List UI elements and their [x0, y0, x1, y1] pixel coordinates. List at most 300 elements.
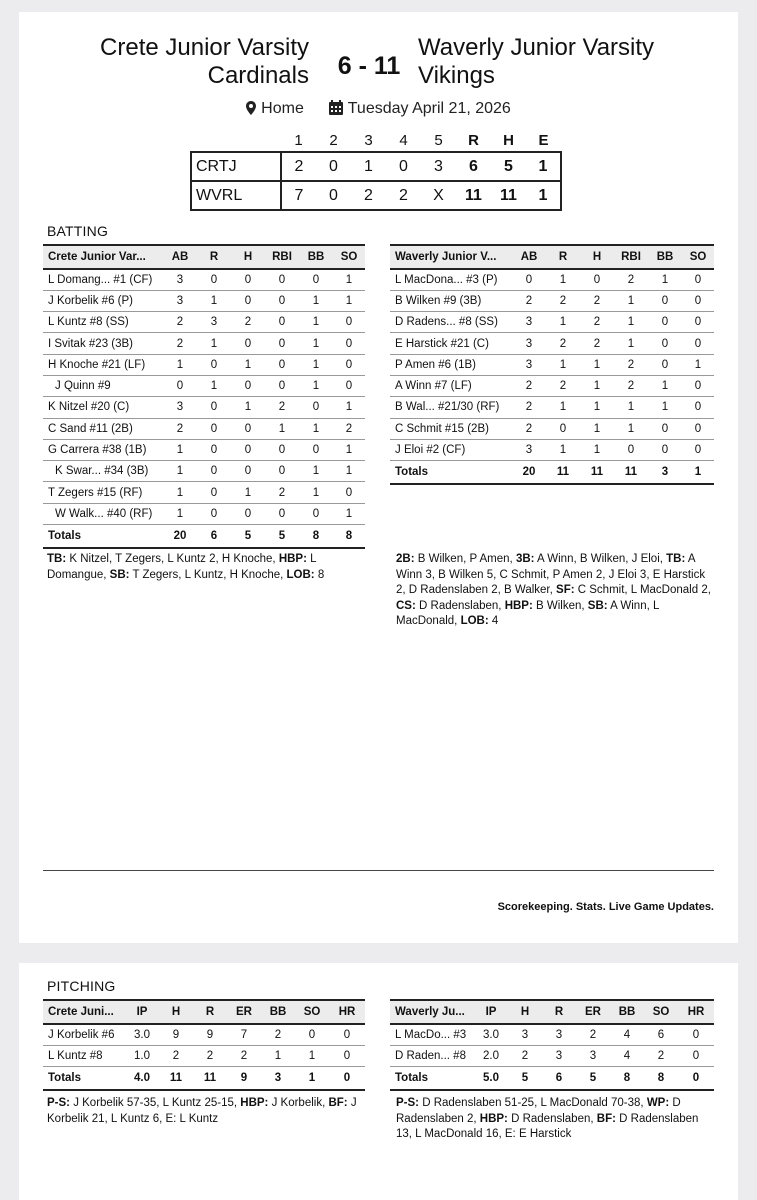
stat-cell: 0	[682, 375, 714, 396]
player-name: J Korbelik #6 (P)	[43, 290, 163, 311]
stat-cell: 2	[512, 397, 546, 418]
inning-cell: 1	[351, 152, 386, 181]
totals-row	[390, 1067, 714, 1090]
stat-cell: 0	[197, 397, 231, 418]
linescore-team: WVRL	[191, 181, 281, 210]
stat-cell: 2	[512, 290, 546, 311]
stat-column-header: BB	[261, 1000, 295, 1024]
runs-header: R	[468, 132, 479, 149]
stat-cell: 1	[299, 333, 333, 354]
stat-cell: 0	[648, 439, 682, 460]
player-name: P Amen #6 (1B)	[390, 354, 512, 375]
stat-cell: 0	[265, 312, 299, 333]
runs-cell: 6	[456, 152, 491, 181]
batter-row	[43, 375, 365, 396]
stat-cell: 0	[648, 333, 682, 354]
batter-row	[43, 461, 365, 482]
stat-cell: 3	[163, 290, 197, 311]
stat-cell: 0	[682, 397, 714, 418]
stat-cell: 0	[197, 439, 231, 460]
total-cell: 0	[329, 1067, 365, 1090]
team-column-header: Crete Junior Var...	[43, 245, 163, 269]
player-name: A Winn #7 (LF)	[390, 375, 512, 396]
stat-cell: 1	[231, 397, 265, 418]
stat-cell: 1	[682, 354, 714, 375]
totals-label: Totals	[390, 461, 512, 484]
pitching-card	[19, 963, 738, 1200]
total-cell: 8	[610, 1067, 644, 1090]
stat-cell: 0	[333, 375, 365, 396]
stat-cell: 2	[265, 482, 299, 503]
batter-row	[390, 397, 714, 418]
stat-cell: 0	[678, 1024, 714, 1045]
stat-cell: 0	[333, 312, 365, 333]
batting-title: BATTING	[47, 223, 109, 239]
stat-cell: 0	[295, 1024, 329, 1045]
errors-cell: 1	[526, 181, 561, 210]
batter-row	[43, 418, 365, 439]
player-name: L Kuntz #8 (SS)	[43, 312, 163, 333]
batting-notes-away-text: 2B: B Wilken, P Amen, 3B: A Winn, B Wilken, J Eloi, TB: A Winn 3, B Wilken 5, C Schmit, P Amen 2, J Eloi 3, E Harstick 2, D Radenslaben 2, B Walker, SF: C Schmit, L MacDonald 2, CS: D Radenslaben, HBP: B Wilken, SB: A Winn, L MacDonald, LOB: 4	[396, 553, 711, 627]
stat-cell: 9	[159, 1024, 193, 1045]
total-cell: 20	[163, 525, 197, 548]
totals-row	[43, 1067, 365, 1090]
stat-cell: 1	[580, 354, 614, 375]
stat-cell: 0	[648, 312, 682, 333]
stat-cell: 1	[333, 439, 365, 460]
pitching-table-home	[43, 999, 365, 1091]
pitcher-row	[43, 1024, 365, 1045]
stat-cell: 3	[576, 1045, 610, 1066]
total-cell: 0	[678, 1067, 714, 1090]
stat-cell: 1	[163, 503, 197, 524]
stat-cell: 1	[299, 482, 333, 503]
batter-row	[390, 333, 714, 354]
stat-cell: 2	[644, 1045, 678, 1066]
stat-cell: 0	[546, 418, 580, 439]
stat-cell: 1	[265, 418, 299, 439]
batter-row	[43, 333, 365, 354]
batter-row	[390, 269, 714, 290]
total-cell: 1	[295, 1067, 329, 1090]
away-team-text: Waverly Junior Varsity Vikings	[418, 34, 655, 89]
date-text: Tuesday April 21, 2026	[347, 100, 511, 117]
stat-column-header: BB	[299, 245, 333, 269]
stat-column-header: SO	[333, 245, 365, 269]
player-name: E Harstick #21 (C)	[390, 333, 512, 354]
stat-cell: 1	[299, 461, 333, 482]
divider	[43, 870, 714, 871]
batter-row	[390, 418, 714, 439]
stat-cell: 3	[508, 1024, 542, 1045]
pitching-notes-away	[396, 1096, 714, 1143]
stat-cell: 0	[197, 418, 231, 439]
stat-cell: 3	[163, 397, 197, 418]
player-name: B Wilken #9 (3B)	[390, 290, 512, 311]
stat-cell: 0	[231, 269, 265, 290]
batter-row	[390, 375, 714, 396]
stat-cell: 2	[546, 375, 580, 396]
stat-cell: 2	[512, 418, 546, 439]
stat-cell: 1	[614, 397, 648, 418]
calendar-icon	[329, 100, 343, 115]
inning-cell: 7	[281, 181, 316, 210]
hits-header: H	[503, 132, 514, 149]
player-name: K Nitzel #20 (C)	[43, 397, 163, 418]
stat-cell: 0	[265, 354, 299, 375]
totals-label: Totals	[43, 525, 163, 548]
stat-column-header: R	[542, 1000, 576, 1024]
stat-cell: 1	[546, 269, 580, 290]
stat-column-header: IP	[125, 1000, 159, 1024]
stat-column-header: HR	[329, 1000, 365, 1024]
stat-cell: 0	[333, 333, 365, 354]
stat-column-header: H	[580, 245, 614, 269]
linescore-row-home	[191, 152, 561, 181]
stat-cell: 2	[580, 333, 614, 354]
linescore-corner	[191, 130, 281, 152]
player-name: L MacDo... #3	[390, 1024, 474, 1045]
stat-cell: 0	[197, 482, 231, 503]
batting-notes-home-text: TB: K Nitzel, T Zegers, L Kuntz 2, H Knoche, HBP: L Domangue, SB: T Zegers, L Kuntz, H Knoche, LOB: 8	[47, 553, 325, 581]
total-cell: 5	[265, 525, 299, 548]
stat-cell: 2	[333, 418, 365, 439]
stat-cell: 0	[231, 461, 265, 482]
inning-2-header: 2	[329, 132, 338, 149]
stat-cell: 0	[299, 503, 333, 524]
stat-cell: 0	[231, 375, 265, 396]
stat-cell: 2	[508, 1045, 542, 1066]
total-cell: 3	[261, 1067, 295, 1090]
stat-cell: 0	[682, 333, 714, 354]
total-cell: 9	[227, 1067, 261, 1090]
stat-cell: 1	[546, 439, 580, 460]
stat-cell: 0	[265, 503, 299, 524]
stat-cell: 0	[333, 482, 365, 503]
inning-cell: 0	[316, 152, 351, 181]
pitching-header-row	[43, 1000, 365, 1024]
stat-cell: 1	[295, 1045, 329, 1066]
stat-cell: 0	[265, 290, 299, 311]
stat-cell: 3	[542, 1045, 576, 1066]
player-name: J Korbelik #6	[43, 1024, 125, 1045]
pitching-header-row	[390, 1000, 714, 1024]
inning-cell: 0	[386, 152, 421, 181]
stat-cell: 0	[197, 269, 231, 290]
batter-row	[43, 354, 365, 375]
stat-cell: 1	[580, 439, 614, 460]
stat-cell: 3.0	[125, 1024, 159, 1045]
stat-cell: 1	[299, 418, 333, 439]
stat-cell: 2	[227, 1045, 261, 1066]
stat-cell: 0	[329, 1045, 365, 1066]
batter-row	[390, 439, 714, 460]
stat-cell: 1	[299, 290, 333, 311]
batter-row	[43, 312, 365, 333]
team-column-header: Waverly Junior V...	[390, 245, 512, 269]
hits-cell: 11	[491, 181, 526, 210]
total-cell: 11	[546, 461, 580, 484]
stat-cell: 0	[231, 503, 265, 524]
batter-row	[43, 290, 365, 311]
inning-cell: 2	[351, 181, 386, 210]
player-name: I Svitak #23 (3B)	[43, 333, 163, 354]
game-info	[19, 100, 738, 118]
inning-cell: X	[421, 181, 456, 210]
totals-label: Totals	[43, 1067, 125, 1090]
player-name: J Eloi #2 (CF)	[390, 439, 512, 460]
total-cell: 6	[197, 525, 231, 548]
player-name: C Sand #11 (2B)	[43, 418, 163, 439]
stat-column-header: BB	[648, 245, 682, 269]
stat-cell: 0	[648, 418, 682, 439]
stat-cell: 1	[648, 397, 682, 418]
stat-cell: 0	[329, 1024, 365, 1045]
stat-column-header: IP	[474, 1000, 508, 1024]
stat-cell: 1	[261, 1045, 295, 1066]
stat-cell: 1	[299, 375, 333, 396]
inning-5-header: 5	[434, 132, 443, 149]
player-name: K Swar... #34 (3B)	[43, 461, 163, 482]
stat-cell: 0	[265, 461, 299, 482]
home-team-text: Crete Junior Varsity Cardinals	[100, 34, 309, 89]
stat-cell: 1	[163, 461, 197, 482]
total-cell: 11	[193, 1067, 227, 1090]
stat-cell: 0	[231, 333, 265, 354]
pitching-title: PITCHING	[47, 978, 116, 994]
stat-cell: 0	[163, 375, 197, 396]
player-name: W Walk... #40 (RF)	[43, 503, 163, 524]
runs-cell: 11	[456, 181, 491, 210]
stat-cell: 0	[299, 269, 333, 290]
stat-cell: 1	[333, 503, 365, 524]
stat-cell: 1	[614, 333, 648, 354]
stat-cell: 2	[512, 375, 546, 396]
stat-cell: 2	[546, 333, 580, 354]
stat-cell: 0	[682, 312, 714, 333]
stat-cell: 1	[163, 354, 197, 375]
player-name: D Raden... #8	[390, 1045, 474, 1066]
stat-cell: 1	[197, 375, 231, 396]
stat-cell: 0	[265, 333, 299, 354]
stat-cell: 2	[614, 375, 648, 396]
batter-row	[390, 312, 714, 333]
stat-column-header: AB	[512, 245, 546, 269]
totals-label: Totals	[390, 1067, 474, 1090]
stat-cell: 0	[648, 290, 682, 311]
stat-cell: 0	[648, 354, 682, 375]
stat-cell: 3.0	[474, 1024, 508, 1045]
total-cell: 8	[644, 1067, 678, 1090]
stat-cell: 3	[197, 312, 231, 333]
stat-cell: 4	[610, 1024, 644, 1045]
stat-cell: 2	[163, 333, 197, 354]
stat-cell: 7	[227, 1024, 261, 1045]
stat-cell: 1	[580, 418, 614, 439]
stat-column-header: ER	[576, 1000, 610, 1024]
total-cell: 6	[542, 1067, 576, 1090]
totals-row	[390, 461, 714, 484]
player-name: B Wal... #21/30 (RF)	[390, 397, 512, 418]
away-team-name	[418, 34, 718, 90]
stat-cell: 0	[512, 269, 546, 290]
stat-cell: 2	[163, 312, 197, 333]
stat-cell: 1	[580, 397, 614, 418]
batter-row	[43, 503, 365, 524]
stat-cell: 9	[193, 1024, 227, 1045]
stat-cell: 0	[231, 290, 265, 311]
player-name: H Knoche #21 (LF)	[43, 354, 163, 375]
batter-row	[390, 354, 714, 375]
stat-column-header: HR	[678, 1000, 714, 1024]
stat-cell: 0	[682, 290, 714, 311]
errors-header: E	[538, 132, 549, 149]
map-pin-icon	[246, 101, 256, 115]
total-cell: 5	[576, 1067, 610, 1090]
batter-row	[390, 290, 714, 311]
player-name: G Carrera #38 (1B)	[43, 439, 163, 460]
stat-cell: 1	[299, 312, 333, 333]
total-cell: 5	[508, 1067, 542, 1090]
stat-cell: 3	[542, 1024, 576, 1045]
tagline: Scorekeeping. Stats. Live Game Updates.	[497, 901, 714, 913]
stat-column-header: SO	[682, 245, 714, 269]
stat-cell: 0	[265, 375, 299, 396]
stat-cell: 1	[546, 397, 580, 418]
stat-cell: 2	[231, 312, 265, 333]
batting-header-row	[43, 245, 365, 269]
inning-cell: 3	[421, 152, 456, 181]
pitcher-row	[390, 1045, 714, 1066]
stat-column-header: R	[197, 245, 231, 269]
total-cell: 4.0	[125, 1067, 159, 1090]
stat-cell: 3	[512, 312, 546, 333]
stat-cell: 0	[299, 439, 333, 460]
inning-cell: 0	[316, 181, 351, 210]
stat-column-header: R	[193, 1000, 227, 1024]
stat-cell: 2	[580, 312, 614, 333]
pitching-notes-away-text: P-S: D Radenslaben 51-25, L MacDonald 70-38, WP: D Radenslaben 2, HBP: D Radenslaben, BF: D Radenslaben 13, L MacDonald 16, E: E Harstick	[396, 1097, 699, 1140]
pitching-notes-home	[47, 1096, 359, 1127]
stat-cell: 1	[546, 312, 580, 333]
stat-cell: 2	[163, 418, 197, 439]
totals-row	[43, 525, 365, 548]
stat-cell: 2	[265, 397, 299, 418]
total-cell: 8	[299, 525, 333, 548]
stat-cell: 0	[682, 439, 714, 460]
stat-cell: 0	[197, 461, 231, 482]
batter-row	[43, 269, 365, 290]
stat-cell: 1	[333, 461, 365, 482]
stat-cell: 3	[163, 269, 197, 290]
stat-cell: 2.0	[474, 1045, 508, 1066]
player-name: L Domang... #1 (CF)	[43, 269, 163, 290]
stat-cell: 2	[261, 1024, 295, 1045]
stat-cell: 1	[197, 290, 231, 311]
total-cell: 11	[580, 461, 614, 484]
stat-cell: 0	[614, 439, 648, 460]
box-score-card	[19, 12, 738, 943]
pitcher-row	[390, 1024, 714, 1045]
total-cell: 8	[333, 525, 365, 548]
stat-cell: 1	[648, 269, 682, 290]
stat-cell: 2	[580, 290, 614, 311]
location-text: Home	[261, 100, 304, 117]
linescore-header-row	[191, 130, 561, 152]
home-team-name	[39, 34, 309, 90]
stat-column-header: SO	[644, 1000, 678, 1024]
stat-cell: 3	[512, 333, 546, 354]
stat-cell: 0	[231, 418, 265, 439]
stat-cell: 1	[614, 418, 648, 439]
batting-table-away	[390, 244, 714, 485]
stat-cell: 2	[576, 1024, 610, 1045]
player-name: D Radens... #8 (SS)	[390, 312, 512, 333]
stat-column-header: RBI	[614, 245, 648, 269]
stat-cell: 1	[546, 354, 580, 375]
batting-notes-home	[47, 552, 359, 583]
final-score: 6 - 11	[337, 52, 401, 80]
batting-notes-away	[396, 552, 714, 630]
player-name: T Zegers #15 (RF)	[43, 482, 163, 503]
stat-cell: 0	[231, 439, 265, 460]
total-cell: 20	[512, 461, 546, 484]
stat-cell: 2	[614, 354, 648, 375]
stat-cell: 0	[299, 397, 333, 418]
stat-cell: 2	[193, 1045, 227, 1066]
batting-table-home	[43, 244, 365, 549]
errors-cell: 1	[526, 152, 561, 181]
inning-4-header: 4	[399, 132, 408, 149]
inning-cell: 2	[281, 152, 316, 181]
stat-cell: 0	[333, 354, 365, 375]
total-cell: 1	[682, 461, 714, 484]
stat-cell: 1	[648, 375, 682, 396]
stat-cell: 1	[299, 354, 333, 375]
stat-cell: 1	[231, 482, 265, 503]
stat-cell: 1	[333, 290, 365, 311]
inning-1-header: 1	[294, 132, 303, 149]
stat-cell: 2	[159, 1045, 193, 1066]
total-cell: 11	[159, 1067, 193, 1090]
player-name: L MacDona... #3 (P)	[390, 269, 512, 290]
stat-cell: 0	[678, 1045, 714, 1066]
stat-column-header: R	[546, 245, 580, 269]
stat-cell: 0	[580, 269, 614, 290]
stat-column-header: ER	[227, 1000, 261, 1024]
stat-cell: 0	[265, 439, 299, 460]
player-name: C Schmit #15 (2B)	[390, 418, 512, 439]
pitcher-row	[43, 1045, 365, 1066]
hits-cell: 5	[491, 152, 526, 181]
batter-row	[43, 482, 365, 503]
stat-cell: 0	[265, 269, 299, 290]
stat-cell: 0	[197, 354, 231, 375]
stat-cell: 1.0	[125, 1045, 159, 1066]
total-cell: 3	[648, 461, 682, 484]
stat-cell: 1	[197, 333, 231, 354]
stat-cell: 1	[163, 482, 197, 503]
stat-cell: 3	[512, 439, 546, 460]
stat-cell: 1	[163, 439, 197, 460]
stat-cell: 1	[614, 290, 648, 311]
stat-cell: 0	[197, 503, 231, 524]
stat-cell: 1	[614, 312, 648, 333]
linescore-row-away	[191, 181, 561, 210]
stat-cell: 2	[614, 269, 648, 290]
stat-cell: 3	[512, 354, 546, 375]
stat-cell: 4	[610, 1045, 644, 1066]
